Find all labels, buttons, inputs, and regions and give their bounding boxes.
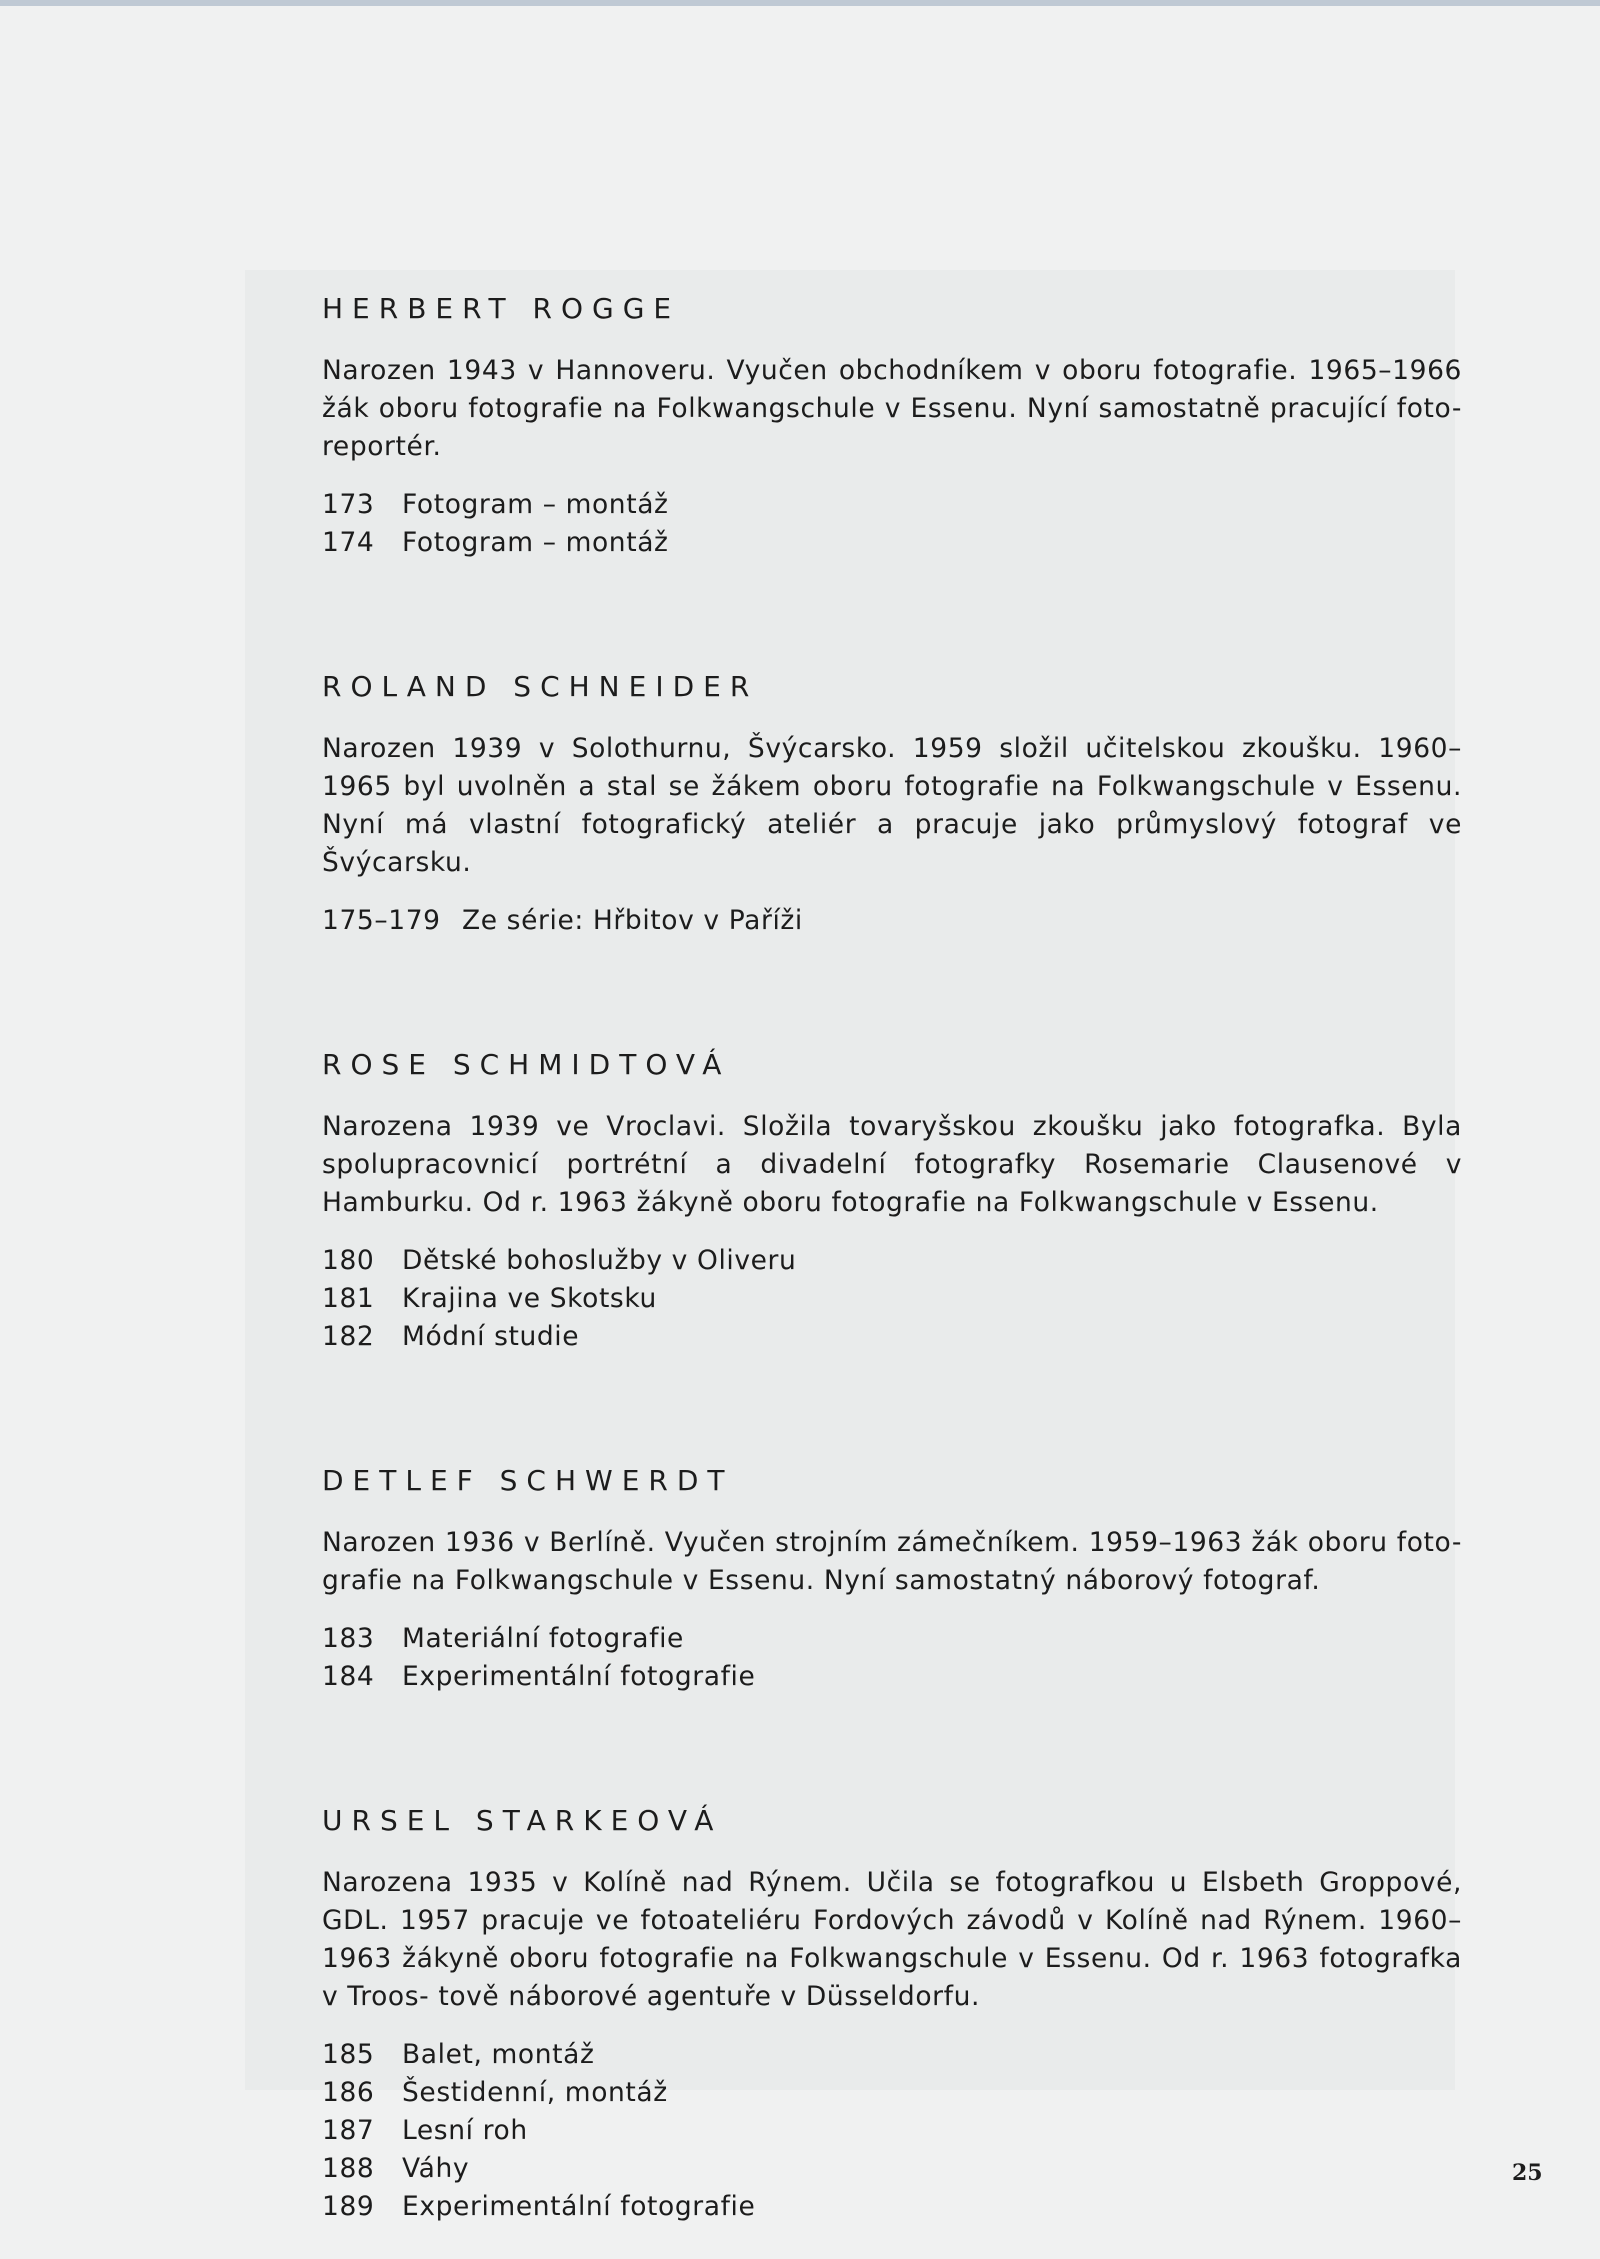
work-number: 183 xyxy=(322,1623,375,1654)
work-title: Ze série: Hřbitov v Paříži xyxy=(462,905,803,936)
work-item xyxy=(322,1242,1462,1280)
work-item xyxy=(322,486,1462,524)
section-spacer xyxy=(322,1696,1462,1800)
work-title: Lesní roh xyxy=(402,2115,528,2146)
work-title: Experimentální fotografie xyxy=(402,1661,756,1692)
work-number: 184 xyxy=(322,1661,375,1692)
work-item xyxy=(322,2112,1462,2150)
bio-roland-schneider xyxy=(322,666,1462,940)
bio-name: ROLAND SCHNEIDER xyxy=(322,670,759,703)
work-item xyxy=(322,1620,1462,1658)
work-title: Experimentální fotografie xyxy=(402,2191,756,2222)
works-list xyxy=(322,902,1462,940)
work-number: 182 xyxy=(322,1321,375,1352)
work-item xyxy=(322,902,1462,940)
work-title: Krajina ve Skotsku xyxy=(402,1283,657,1314)
work-number: 174 xyxy=(322,527,375,558)
work-title: Materiální fotografie xyxy=(402,1623,684,1654)
work-item xyxy=(322,2150,1462,2188)
bio-herbert-rogge xyxy=(322,288,1462,562)
page-top-edge xyxy=(0,0,1600,6)
bio-ursel-starkeova xyxy=(322,1800,1462,2226)
work-item xyxy=(322,2036,1462,2074)
works-list xyxy=(322,1620,1462,1696)
works-list xyxy=(322,2036,1462,2226)
work-title: Balet, montáž xyxy=(402,2039,595,2070)
work-title: Dětské bohoslužby v Oliveru xyxy=(402,1245,797,1276)
work-number: 185 xyxy=(322,2039,375,2070)
bio-description: Narozena 1939 ve Vroclavi. Složila tovaryšskou zkoušku jako fotografka. Byla spolupracovnicí portrétní a divadelní fotografky Rosemarie Clausenové v Hamburku. Od r. 1963 žákyně oboru fotografie na Folkwangschule v Essenu. xyxy=(322,1111,1462,1218)
bio-description: Narozen 1943 v Hannoveru. Vyučen obchodníkem v oboru fotografie. 1965–1966 žák oboru fotografie na Folkwangschule v Essenu. Nyní samostatně pracující foto- reportér. xyxy=(322,355,1462,462)
section-spacer xyxy=(322,940,1462,1044)
work-number: 180 xyxy=(322,1245,375,1276)
text-column xyxy=(322,288,1462,2226)
bio-description: Narozen 1936 v Berlíně. Vyučen strojním zámečníkem. 1959–1963 žák oboru foto- grafie na Folkwangschule v Essenu. Nyní samostatný náborový fotograf. xyxy=(322,1527,1462,1596)
work-number: 188 xyxy=(322,2153,375,2184)
bio-name: URSEL STARKEOVÁ xyxy=(322,1804,723,1837)
section-spacer xyxy=(322,1356,1462,1460)
bio-name: DETLEF SCHWERDT xyxy=(322,1464,734,1497)
work-title: Módní studie xyxy=(402,1321,580,1352)
work-item xyxy=(322,2188,1462,2226)
work-number: 189 xyxy=(322,2191,375,2222)
bio-name: HERBERT ROGGE xyxy=(322,292,681,325)
bio-detlef-schwerdt xyxy=(322,1460,1462,1696)
works-list xyxy=(322,1242,1462,1356)
work-number: 181 xyxy=(322,1283,375,1314)
work-item xyxy=(322,2074,1462,2112)
work-title: Váhy xyxy=(402,2153,470,2184)
work-item xyxy=(322,1280,1462,1318)
bio-name: ROSE SCHMIDTOVÁ xyxy=(322,1048,731,1081)
works-list xyxy=(322,486,1462,562)
work-title: Šestidenní, montáž xyxy=(402,2077,668,2108)
work-number: 186 xyxy=(322,2077,375,2108)
work-title: Fotogram – montáž xyxy=(402,489,669,520)
bio-rose-schmidtova xyxy=(322,1044,1462,1356)
work-item xyxy=(322,1658,1462,1696)
bio-description: Narozen 1939 v Solothurnu, Švýcarsko. 1959 složil učitelskou zkoušku. 1960–1965 byl uvolněn a stal se žákem oboru fotografie na Folkwangschule v Essenu. Nyní má vlastní fotografický ateliér a pracuje jako průmyslový fotograf ve Švýcarsku. xyxy=(322,733,1462,878)
work-title: Fotogram – montáž xyxy=(402,527,669,558)
work-item xyxy=(322,524,1462,562)
work-number: 187 xyxy=(322,2115,375,2146)
work-item xyxy=(322,1318,1462,1356)
section-spacer xyxy=(322,562,1462,666)
page-number: 25 xyxy=(1512,2160,1543,2186)
work-number: 173 xyxy=(322,489,375,520)
work-number: 175–179 xyxy=(322,905,441,936)
bio-description: Narozena 1935 v Kolíně nad Rýnem. Učila se fotografkou u Elsbeth Groppové, GDL. 1957 pracuje ve fotoateliéru Fordových závodů v Kolíně nad Rýnem. 1960–1963 žákyně oboru fotografie na Folkwangschule v Essenu. Od r. 1963 fotografka v Troos- tově náborové agentuře v Düsseldorfu. xyxy=(322,1867,1462,2012)
